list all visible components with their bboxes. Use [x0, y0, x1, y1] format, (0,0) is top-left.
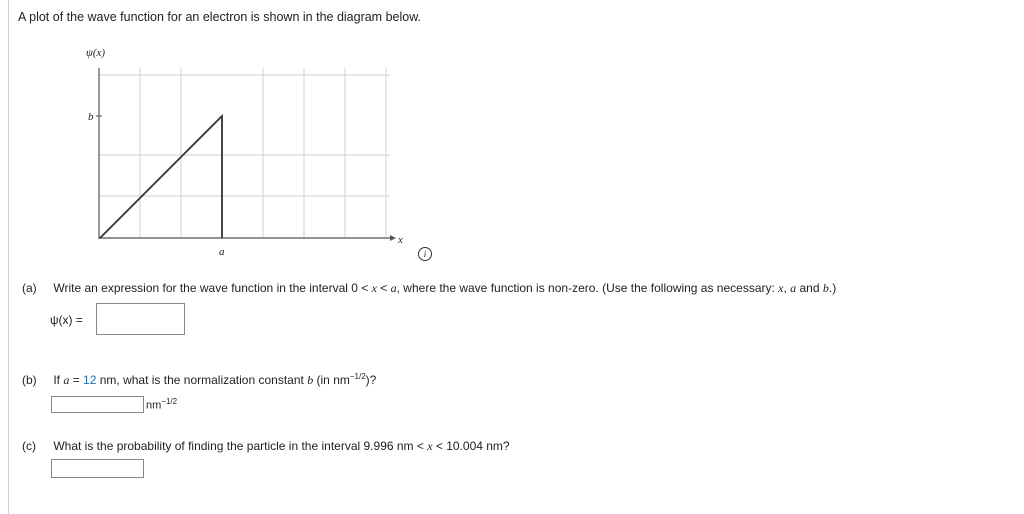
- a-value: 12: [83, 373, 97, 387]
- y-tick-label: b: [88, 111, 94, 123]
- question-b-text: If: [53, 373, 64, 387]
- x-axis-label: x: [398, 234, 403, 246]
- var-a: a: [63, 373, 70, 387]
- var-b: b: [307, 373, 314, 387]
- problem-intro: A plot of the wave function for an electron is shown in the diagram below.: [18, 10, 422, 24]
- answer-b-input[interactable]: [51, 396, 144, 413]
- wave-function-plot: [0, 0, 440, 270]
- unit-exponent: −1/2: [349, 372, 366, 381]
- question-a: [22, 281, 836, 296]
- x-axis-arrow: [390, 235, 396, 241]
- var-x: x: [427, 439, 433, 453]
- question-c-text: What is the probability of finding the particle in the interval 9.996 nm <: [53, 439, 428, 453]
- question-b-text: )?: [365, 373, 377, 387]
- question-c-text: < 10.004 nm?: [432, 439, 510, 453]
- psi-answer-label: ψ(x) =: [50, 313, 83, 327]
- answer-a-input[interactable]: [96, 303, 185, 335]
- unit-exponent: −1/2: [161, 397, 178, 406]
- var-x: x: [371, 281, 377, 295]
- var-b: b: [822, 281, 829, 295]
- question-b-text: =: [69, 373, 84, 387]
- unit-text: nm: [146, 399, 162, 412]
- question-a-text: Write an expression for the wave function in the interval 0 <: [53, 281, 372, 295]
- var-a: a: [790, 281, 797, 295]
- question-b: [22, 372, 376, 388]
- plot-grid: [99, 68, 390, 238]
- question-a-text: .): [828, 281, 837, 295]
- question-a-text: ,: [783, 281, 791, 295]
- var-x: x: [778, 281, 784, 295]
- x-tick-label: a: [219, 246, 225, 258]
- question-a-text: , where the wave function is non-zero. (Use the following as necessary:: [396, 281, 779, 295]
- question-a-text: <: [376, 281, 391, 295]
- answer-b-unit: [146, 397, 177, 412]
- y-axis-label: ψ(x): [86, 47, 106, 59]
- part-c-label: (c): [22, 439, 36, 453]
- answer-c-input[interactable]: [51, 459, 144, 478]
- question-a-text: and: [796, 281, 823, 295]
- question-b-text: nm, what is the normalization constant: [96, 373, 308, 387]
- question-b-text: (in nm: [313, 373, 350, 387]
- var-a: a: [390, 281, 397, 295]
- question-c: [22, 439, 510, 454]
- wave-function-curve: [100, 116, 222, 238]
- info-icon[interactable]: i: [418, 247, 432, 261]
- part-b-label: (b): [22, 373, 37, 387]
- part-a-label: (a): [22, 281, 37, 295]
